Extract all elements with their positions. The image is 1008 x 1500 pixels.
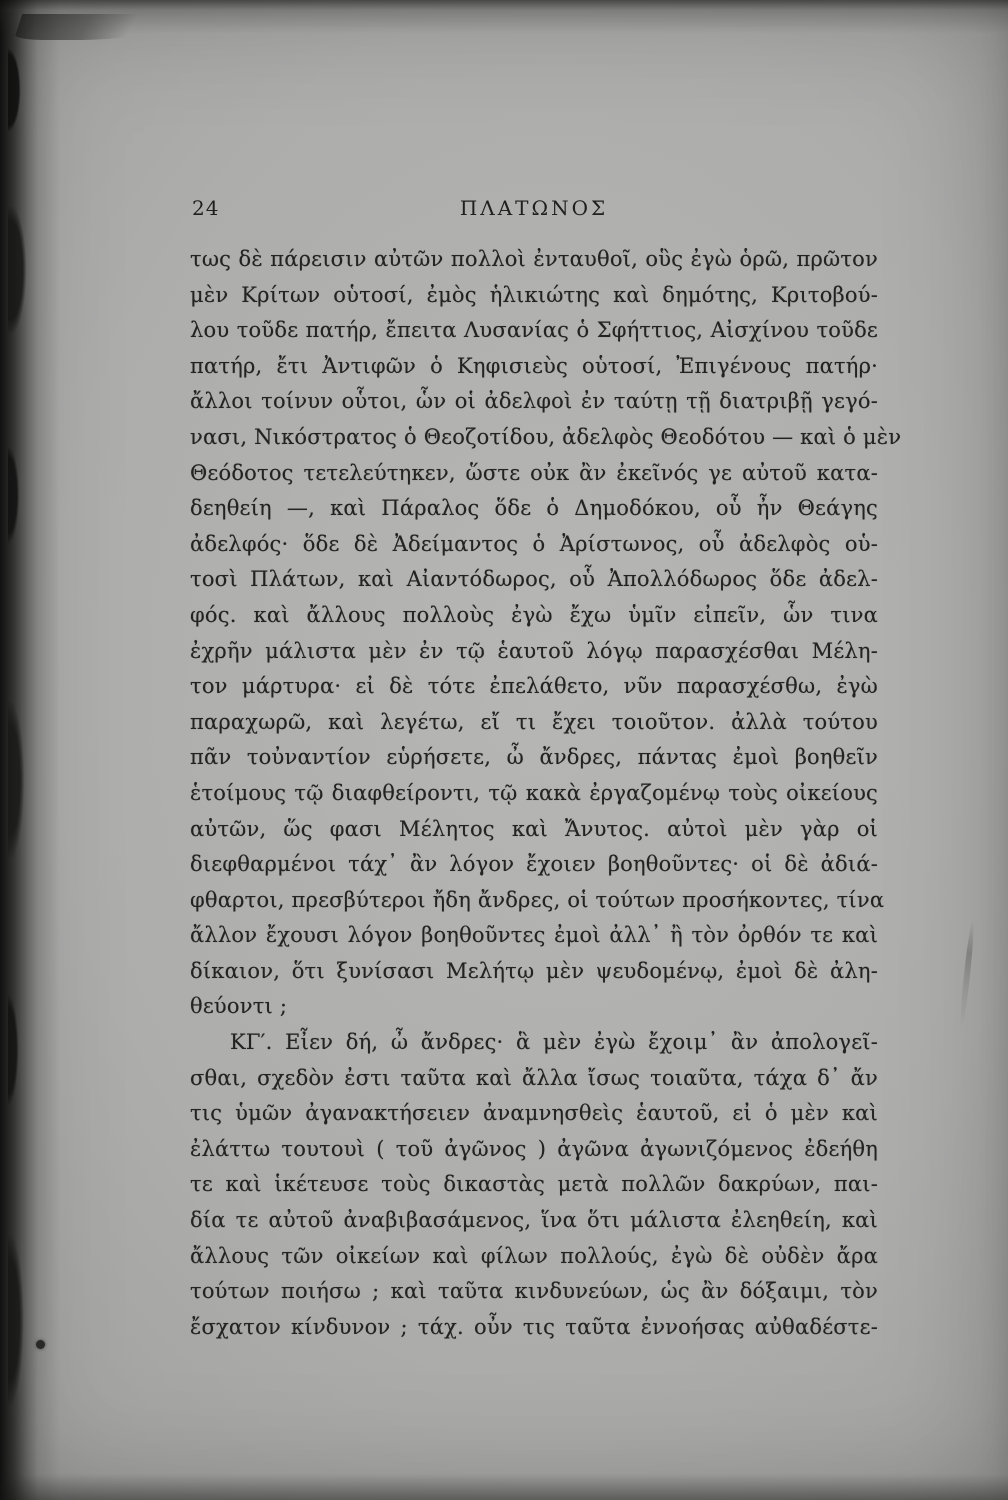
ink-spot xyxy=(36,1340,45,1349)
text-line: φθαρτοι, πρεσβύτεροι ἤδη ἄνδρες, οἱ τούτων προσήκοντες, τίνα xyxy=(190,887,885,912)
torn-paper-edge xyxy=(8,0,34,1500)
text-line: φός. καὶ ἄλλους πολλοὺς ἐγὼ ἔχω ὑμῖν εἰπεῖν, ὧν τινα xyxy=(190,602,878,627)
text-line: τις ὑμῶν ἀγανακτήσειεν ἀναμνησθεὶς ἑαυτοῦ, εἰ ὁ μὲν καὶ xyxy=(190,1101,878,1126)
body-text xyxy=(190,242,902,1345)
page-bottom-edge-shadow xyxy=(0,1474,1008,1500)
text-line: διεφθαρμένοι τάχ᾽ ἂν λόγον ἔχοιεν βοηθοῦντες· οἱ δὲ ἀδιά- xyxy=(190,852,878,877)
running-header-title: ΠΛΑΤΩΝΟΣ xyxy=(459,196,609,220)
page-header xyxy=(190,196,878,230)
text-line: ἀδελφός· ὅδε δὲ Ἀδείμαντος ὁ Ἀρίστωνος, οὗ ἀδελφὸς οὑ- xyxy=(190,531,878,556)
text-line: τως δὲ πάρεισιν αὐτῶν πολλοὶ ἐνταυθοῖ, οὓς ἐγὼ ὁρῶ, πρῶτον xyxy=(190,247,878,271)
text-line: τε καὶ ἱκέτευσε τοὺς δικαστὰς μετὰ πολλῶν δακρύων, παι- xyxy=(190,1172,878,1197)
text-line: δίκαιον, ὅτι ξυνίσασι Μελήτῳ μὲν ψευδομένῳ, ἐμοὶ δὲ ἀλη- xyxy=(190,958,878,983)
printed-page-content xyxy=(190,196,902,1345)
text-line: λου τοῦδε πατήρ, ἔπειτα Λυσανίας ὁ Σφήττιος, Αἰσχίνου τοῦδε xyxy=(190,318,878,343)
text-line: θεύοντι ; xyxy=(190,994,288,1019)
text-line: δεηθείη —, καὶ Πάραλος ὅδε ὁ Δημοδόκου, οὗ ἦν Θεάγης xyxy=(190,496,878,521)
text-line: αὐτῶν, ὥς φασι Μέλητος καὶ Ἄνυτος. αὐτοὶ μὲν γὰρ οἱ xyxy=(190,816,878,841)
text-line: τοσὶ Πλάτων, καὶ Αἰαντόδωρος, οὗ Ἀπολλόδωρος ὅδε ἀδελ- xyxy=(190,567,878,592)
text-line: ἄλλον ἔχουσι λόγον βοηθοῦντες ἐμοὶ ἀλλ᾽ ἢ τὸν ὀρθόν τε καὶ xyxy=(190,923,878,948)
text-line: ἐλάττω τουτουὶ ( τοῦ ἀγῶνος ) ἀγῶνα ἀγωνιζόμενος ἐδεήθη xyxy=(190,1136,878,1161)
text-line: δία τε αὐτοῦ ἀναβιβασάμενος, ἵνα ὅτι μάλιστα ἐλεηθείη, καὶ xyxy=(190,1208,878,1233)
text-line: νασι, Νικόστρατος ὁ Θεοζοτίδου, ἀδελφὸς Θεοδότου — καὶ ὁ μὲν xyxy=(190,424,902,449)
text-line: πᾶν τοὐναντίον εὑρήσετε, ὦ ἄνδρες, πάντας ἐμοὶ βοηθεῖν xyxy=(190,745,878,770)
text-line: ἔσχατον κίνδυνον ; τάχ. οὖν τις ταῦτα ἐννοήσας αὐθαδέστε- xyxy=(190,1314,878,1339)
text-line: ΚΓ′. Εἶεν δή, ὦ ἄνδρες· ἃ μὲν ἐγὼ ἔχοιμ᾽ ἂν ἀπολογεῖ- xyxy=(230,1030,878,1055)
text-line: ἑτοίμους τῷ διαφθείροντι, τῷ κακὰ ἐργαζομένῳ τοὺς οἰκείους xyxy=(190,780,878,805)
text-line: ἄλλους τῶν οἰκείων καὶ φίλων πολλούς, ἐγὼ δὲ οὐδὲν ἄρα xyxy=(190,1243,878,1268)
text-line: τον μάρτυρα· εἰ δὲ τότε ἐπελάθετο, νῦν παρασχέσθω, ἐγὼ xyxy=(190,674,878,699)
text-line: σθαι, σχεδὸν ἐστι ταῦτα καὶ ἄλλα ἴσως τοιαῦτα, τάχα δ᾽ ἄν xyxy=(190,1065,878,1090)
paper-crease xyxy=(958,920,975,1030)
text-line: πατήρ, ἔτι Ἀντιφῶν ὁ Κηφισιεὺς οὑτοσί, Ἐπιγένους πατήρ· xyxy=(190,353,878,378)
text-line: παραχωρῶ, καὶ λεγέτω, εἴ τι ἔχει τοιοῦτον. ἀλλὰ τούτου xyxy=(190,709,878,734)
text-line: ἄλλοι τοίνυν οὗτοι, ὧν οἱ ἀδελφοὶ ἐν ταύτῃ τῇ διατριβῇ γεγό- xyxy=(190,389,878,414)
text-line: μὲν Κρίτων οὑτοσί, ἐμὸς ἡλικιώτης καὶ δημότης, Κριτοβού- xyxy=(190,282,878,307)
corner-tear-mark xyxy=(14,14,172,40)
text-line: Θεόδοτος τετελεύτηκεν, ὥστε οὐκ ἂν ἐκεῖνός γε αὐτοῦ κατα- xyxy=(190,460,878,485)
page-number: 24 xyxy=(192,196,220,220)
text-line: ἐχρῆν μάλιστα μὲν ἐν τῷ ἑαυτοῦ λόγῳ παρασχέσθαι Μέλη- xyxy=(190,638,878,663)
text-line: τούτων ποιήσω ; καὶ ταῦτα κινδυνεύων, ὡς ἂν δόξαιμι, τὸν xyxy=(190,1279,878,1304)
